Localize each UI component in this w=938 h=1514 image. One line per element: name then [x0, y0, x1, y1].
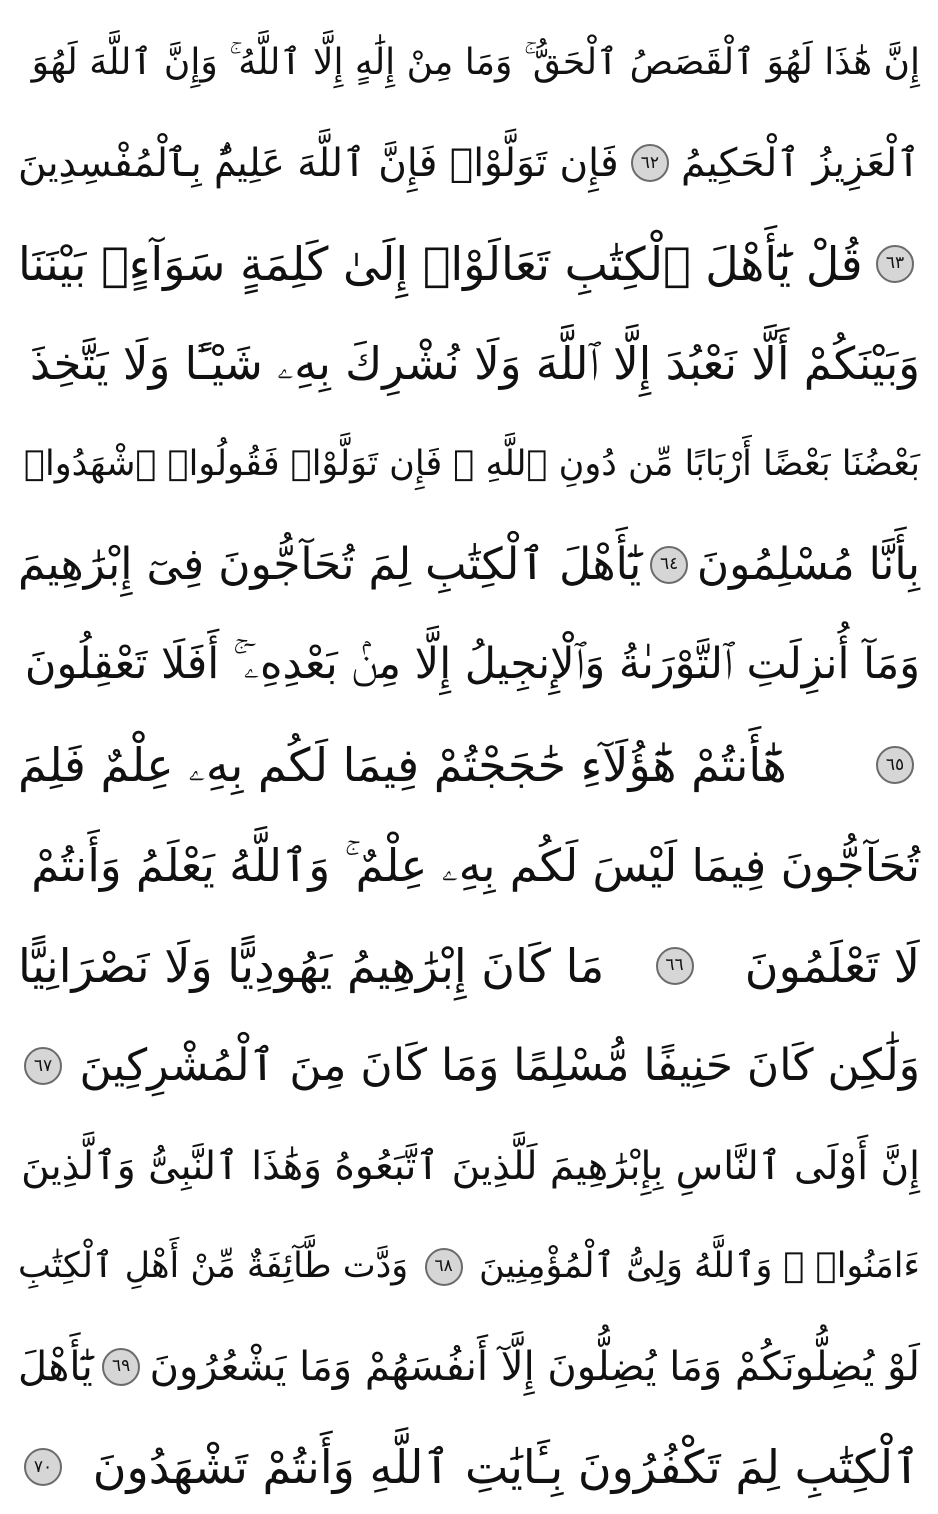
- verse-text-segment: لَوْ يُضِلُّونَكُمْ وَمَا يُضِلُّونَ إِلَّآ أَنفُسَهُمْ وَمَا يَشْعُرُونَ: [149, 1343, 920, 1390]
- ayah-number-marker: ٦٩: [102, 1348, 140, 1386]
- verse-text-segment: يَٰٓأَهْلَ ٱلْكِتَٰبِ لِمَ تُحَآجُّونَ فِىٓ إِبْرَٰهِيمَ: [18, 538, 642, 590]
- verse-text-segment: ٱلْكِتَٰبِ لِمَ تَكْفُرُونَ بِـَٔايَٰتِ ٱللَّهِ وَأَنتُمْ تَشْهَدُونَ: [92, 1440, 920, 1495]
- verse-line: [18, 1119, 920, 1213]
- ayah-number-marker: ٧٠: [24, 1448, 62, 1486]
- ayah-number-marker: ٦٧: [24, 1047, 62, 1085]
- verse-line: [18, 718, 920, 812]
- verse-text-segment: بَعْضُنَا بَعْضًا أَرْبَابًا مِّن دُونِ ٱللَّهِ ۚ فَإِن تَوَلَّوْا۟ فَقُولُوا۟ ٱشْهَدُوا۟: [24, 443, 920, 484]
- verse-line: [18, 417, 920, 511]
- verse-text-segment: بِأَنَّا مُسْلِمُونَ: [696, 538, 920, 590]
- verse-line: [18, 116, 920, 210]
- verse-text-segment: ٱلْعَزِيزُ ٱلْحَكِيمُ: [680, 140, 920, 186]
- ayah-number-marker: ٦٥: [876, 746, 914, 784]
- verse-text-segment: وَلَٰكِن كَانَ حَنِيفًا مُّسْلِمًا وَمَا كَانَ مِنَ ٱلْمُشْرِكِينَ: [79, 1040, 920, 1091]
- verse-line: [18, 518, 920, 612]
- ayah-number-marker: ٦٨: [425, 1248, 463, 1286]
- verse-line: [18, 317, 920, 411]
- verse-line: [18, 919, 920, 1013]
- verse-text-segment: وَبَيْنَكُمْ أَلَّا نَعْبُدَ إِلَّا ٱللَّهَ وَلَا نُشْرِكَ بِهِۦ شَيْـًٔا وَلَا يَتَّخِذَ: [29, 337, 920, 391]
- verse-text-segment: مَا كَانَ إِبْرَٰهِيمُ يَهُودِيًّا وَلَا نَصْرَانِيًّا: [18, 938, 605, 993]
- verse-line: [18, 1019, 920, 1113]
- verse-text-segment: فَإِن تَوَلَّوْا۟ فَإِنَّ ٱللَّهَ عَلِيمٌۢ بِٱلْمُفْسِدِينَ: [18, 140, 619, 186]
- verse-text-segment: إِنَّ هَٰذَا لَهُوَ ٱلْقَصَصُ ٱلْحَقُّ ۚ وَمَا مِنْ إِلَٰهٍ إِلَّا ٱللَّهُ ۚ وَإِنَّ ٱللَّهَ لَهُوَ: [31, 42, 920, 83]
- verse-text-segment: يَٰٓأَهْلَ: [18, 1343, 93, 1390]
- verse-text-segment: وَمَآ أُنزِلَتِ ٱلتَّوْرَىٰةُ وَٱلْإِنجِيلُ إِلَّا مِنۢ بَعْدِهِۦٓ ۚ أَفَلَا تَعْقِلُونَ: [24, 639, 920, 690]
- verse-text-segment: وَدَّت طَّآئِفَةٌ مِّنْ أَهْلِ ٱلْكِتَٰبِ: [18, 1246, 409, 1287]
- verse-line: [18, 1420, 920, 1514]
- verse-text-segment: هَٰٓأَنتُمْ هَٰٓؤُلَآءِ حَٰجَجْتُمْ فِيمَا لَكُم بِهِۦ عِلْمٌ فَلِمَ: [18, 738, 787, 793]
- verse-line: [18, 1220, 920, 1314]
- verse-line: [18, 618, 920, 712]
- verse-line: [18, 818, 920, 912]
- verse-line: [18, 217, 920, 311]
- ayah-number-marker: ٦٦: [656, 947, 694, 985]
- verse-text-segment: إِنَّ أَوْلَى ٱلنَّاسِ بِإِبْرَٰهِيمَ لَلَّذِينَ ٱتَّبَعُوهُ وَهَٰذَا ٱلنَّبِىُّ وَٱلَّذِينَ: [21, 1143, 920, 1189]
- verse-line: [18, 16, 920, 110]
- ayah-number-marker: ٦٣: [876, 245, 914, 283]
- verse-text-segment: قُلْ يَٰٓأَهْلَ ٱلْكِتَٰبِ تَعَالَوْا۟ إِلَىٰ كَلِمَةٍ سَوَآءٍۭ بَيْنَنَا: [18, 236, 863, 291]
- verse-text-segment: تُحَآجُّونَ فِيمَا لَيْسَ لَكُم بِهِۦ عِلْمٌ ۚ وَٱللَّهُ يَعْلَمُ وَأَنتُمْ: [31, 838, 920, 892]
- verse-line: [18, 1320, 920, 1414]
- ayah-number-marker: ٦٢: [631, 144, 669, 182]
- verse-text-segment: لَا تَعْلَمُونَ: [744, 938, 920, 993]
- ayah-number-marker: ٦٤: [650, 546, 688, 584]
- verse-text-segment: ءَامَنُوا۟ ۗ وَٱللَّهُ وَلِىُّ ٱلْمُؤْمِنِينَ: [479, 1246, 920, 1287]
